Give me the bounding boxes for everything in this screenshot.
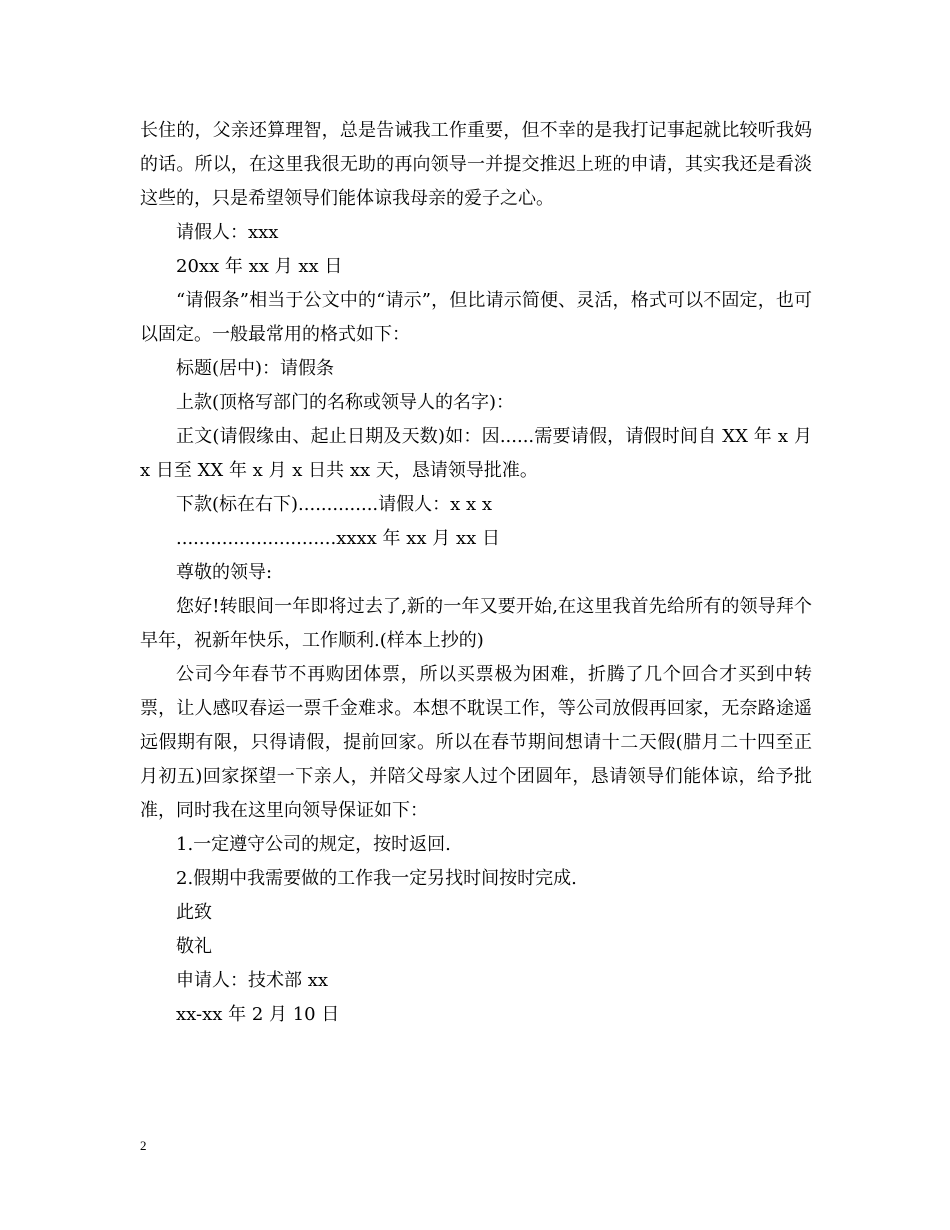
- format-title-line: 标题(居中)：请假条: [176, 358, 335, 379]
- date-line-2: xx-xx 年 2 月 10 日: [176, 1004, 340, 1025]
- paragraph-1: 长住的，父亲还算理智，总是告诫我工作重要，但不幸的是我打记事起就比较听我妈的话。所以，在这里我很无助的再向领导一并提交推迟上班的申请，其实我还是看淡这些的，只是希望领导们能体谅我母亲的爱子之心。: [140, 120, 812, 209]
- page-number: 2: [140, 1138, 147, 1153]
- paragraph-format-body: 正文(请假缘由、起止日期及天数)如：因......需要请假，请假时间自 XX 年 x 月 x 日至 XX 年 x 月 x 日共 xx 天，恳请领导批准。: [140, 426, 812, 481]
- salutation-line: 尊敬的领导:: [176, 562, 273, 583]
- date-line-1: 20xx 年 xx 月 xx 日: [176, 256, 343, 277]
- promise-item-2: 2.假期中我需要做的工作我一定另找时间按时完成.: [176, 868, 577, 889]
- applicant-line-1: 请假人：xxx: [176, 222, 279, 243]
- format-closing-line: 下款(标在右下)..............请假人：x x x: [176, 494, 493, 515]
- paragraph-request: 公司今年春节不再购团体票，所以买票极为困难，折腾了几个回合才买到中转票，让人感叹春运一票千金难求。本想不耽误工作，等公司放假再回家，无奈路途遥远假期有限，只得请假，提前回家。所以在春节期间想请十二天假(腊月二十四至正月初五)回家探望一下亲人，并陪父母家人过个团圆年，恳请领导们能体谅，给予批准，同时我在这里向领导保证如下：: [140, 664, 812, 821]
- document-body: [140, 114, 812, 1032]
- promise-item-1: 1.一定遵守公司的规定，按时返回.: [176, 834, 451, 855]
- paragraph-greeting: 您好!转眼间一年即将过去了,新的一年又要开始,在这里我首先给所有的领导拜个早年，祝新年快乐，工作顺利.(样本上抄的): [140, 596, 812, 651]
- format-date-line: ............................xxxx 年 xx 月 xx 日: [176, 528, 501, 549]
- closing-jingli: 敬礼: [176, 936, 212, 957]
- applicant-line-2: 申请人：技术部 xx: [176, 970, 329, 991]
- closing-cizhi: 此致: [176, 902, 212, 923]
- format-salutation-line: 上款(顶格写部门的名称或领导人的名字)：: [176, 392, 515, 413]
- paragraph-format-intro: “请假条”相当于公文中的“请示”，但比请示简便、灵活，格式可以不固定，也可以固定。一般最常用的格式如下：: [140, 290, 812, 345]
